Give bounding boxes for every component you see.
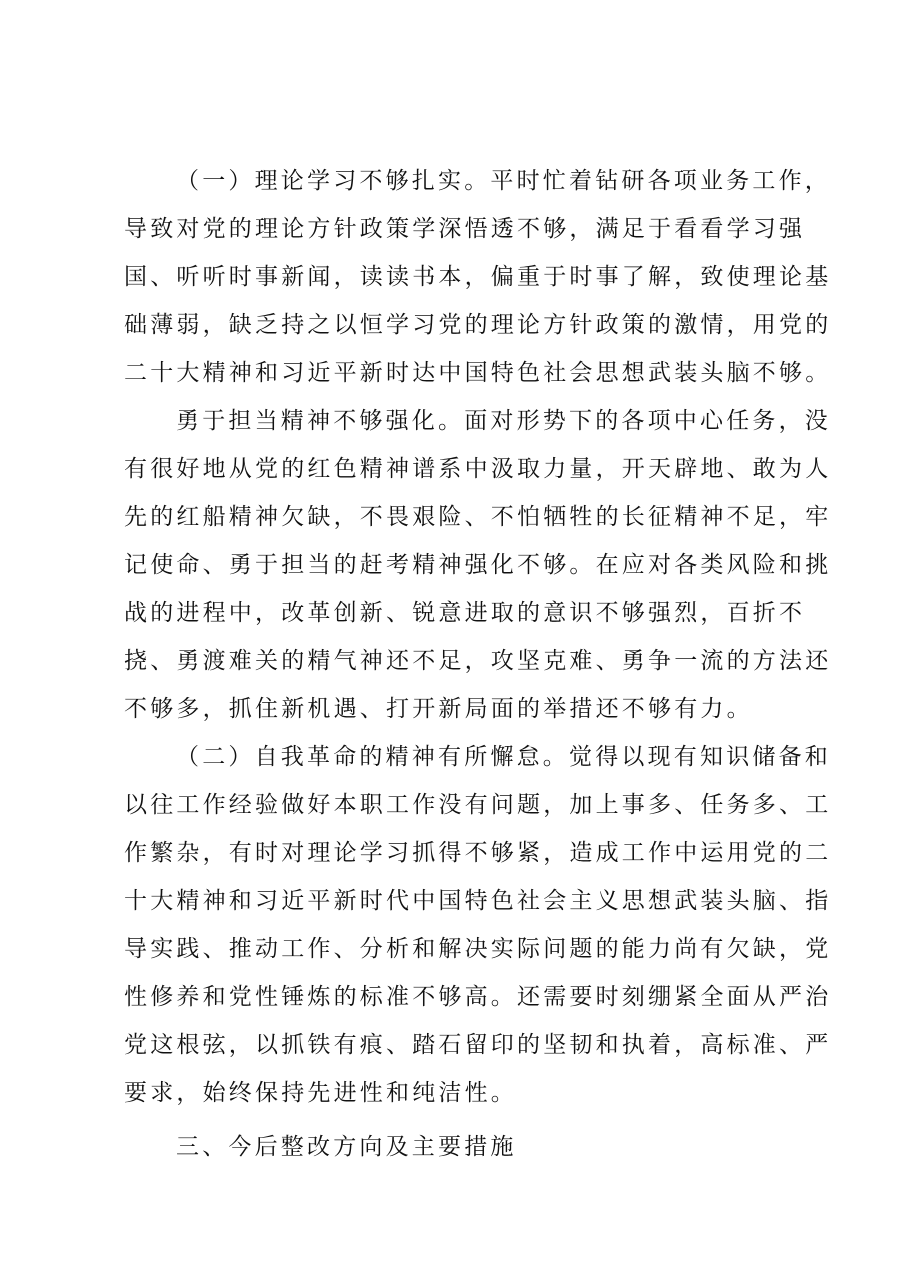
paragraph-line: 导致对党的理论方针政策学深悟透不够，满足于看看学习强 xyxy=(124,216,806,242)
paragraph-line: 要求，始终保持先进性和纯洁性。 xyxy=(124,1080,517,1106)
paragraph-line: 战的进程中，改革创新、锐意进取的意识不够强烈，百折不 xyxy=(124,600,806,626)
paragraph-line: 不够多，抓住新机遇、打开新局面的举措还不够有力。 xyxy=(124,696,753,722)
paragraph-line: 二十大精神和习近平新时达中国特色社会思想武装头脑不够。 xyxy=(124,360,832,386)
paragraph-line: 以往工作经验做好本职工作没有问题，加上事多、任务多、工 xyxy=(124,792,832,818)
paragraph-line: （一）理论学习不够扎实。平时忙着钻研各项业务工作， xyxy=(176,168,831,194)
paragraph-line: 国、听听时事新闻，读读书本，偏重于时事了解，致使理论基 xyxy=(124,264,832,290)
paragraph-line: 勇于担当精神不够强化。面对形势下的各项中心任务，没 xyxy=(176,408,831,434)
paragraph-line: （二）自我革命的精神有所懈怠。觉得以现有知识储备和 xyxy=(176,744,831,770)
paragraph-line: 先的红船精神欠缺，不畏艰险、不怕牺牲的长征精神不足，牢 xyxy=(124,504,832,530)
paragraph-line: 作繁杂，有时对理论学习抓得不够紧，造成工作中运用党的二 xyxy=(124,840,832,866)
paragraph-line: 导实践、推动工作、分析和解决实际问题的能力尚有欠缺，党 xyxy=(124,936,832,962)
paragraph-line: 十大精神和习近平新时代中国特色社会主义思想武装头脑、指 xyxy=(124,888,832,914)
paragraph-line: 础薄弱，缺乏持之以恒学习党的理论方针政策的激情，用党的 xyxy=(124,312,832,338)
section-heading: 三、今后整改方向及主要措施 xyxy=(176,1134,517,1160)
paragraph-line: 党这根弦，以抓铁有痕、踏石留印的坚韧和执着，高标准、严 xyxy=(124,1032,832,1058)
paragraph-line: 性修养和党性锤炼的标准不够高。还需要时刻绷紧全面从严治 xyxy=(124,984,832,1010)
paragraph-line: 记使命、勇于担当的赶考精神强化不够。在应对各类风险和挑 xyxy=(124,552,832,578)
paragraph-line: 挠、勇渡难关的精气神还不足，攻坚克难、勇争一流的方法还 xyxy=(124,648,832,674)
paragraph-line: 有很好地从党的红色精神谱系中汲取力量，开天辟地、敢为人 xyxy=(124,456,832,482)
